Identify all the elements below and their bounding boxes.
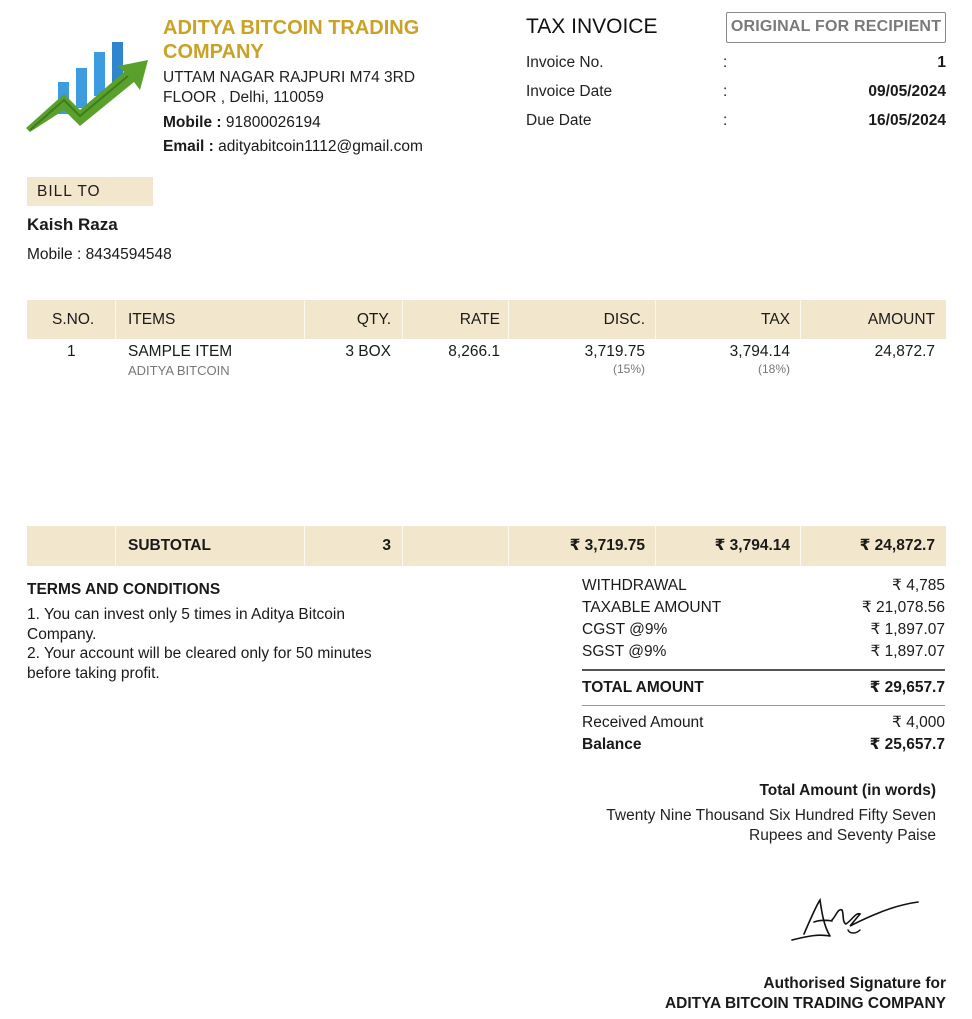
summary-value: ₹ 25,657.7 — [869, 736, 945, 753]
row-discount: 3,719.75 — [584, 343, 645, 360]
summary-label: WITHDRAWAL — [582, 577, 687, 594]
col-sno-header: S.NO. — [52, 311, 95, 328]
invoice-date-row — [526, 81, 946, 103]
summary-value: ₹ 21,078.56 — [861, 599, 945, 616]
summary-value: ₹ 4,000 — [892, 714, 945, 731]
table-row — [27, 342, 946, 402]
balance-row — [582, 734, 945, 756]
withdrawal-row — [582, 575, 945, 597]
bill-to-heading: BILL TO — [27, 177, 153, 206]
meta-separator: : — [723, 54, 728, 71]
taxable-amount-row — [582, 597, 945, 619]
company-email-value: adityabitcoin1112@gmail.com — [218, 138, 423, 155]
invoice-number-row — [526, 52, 946, 74]
summary-label: TAXABLE AMOUNT — [582, 599, 722, 616]
col-rate-header: RATE — [459, 311, 500, 328]
original-for-recipient-badge: ORIGINAL FOR RECIPIENT — [726, 12, 946, 43]
amount-in-words-title: Total Amount (in words) — [759, 782, 936, 799]
cgst-row — [582, 619, 945, 641]
row-item-name: SAMPLE ITEM — [128, 343, 233, 360]
company-logo-icon — [24, 38, 154, 134]
subtotal-tax: ₹ 3,794.14 — [714, 537, 790, 554]
meta-label: Invoice Date — [526, 83, 613, 100]
row-tax: 3,794.14 — [729, 343, 790, 360]
meta-value: 09/05/2024 — [868, 83, 946, 100]
items-table-header — [27, 300, 946, 339]
total-amount-row — [582, 677, 945, 699]
subtotal-qty: 3 — [382, 537, 391, 554]
col-disc-header: DISC. — [603, 311, 645, 328]
summary-label: SGST @9% — [582, 643, 667, 660]
meta-value: 16/05/2024 — [868, 112, 946, 129]
received-amount-row — [582, 712, 945, 734]
summary-divider — [582, 669, 945, 671]
summary-divider — [582, 705, 945, 706]
summary-value: ₹ 4,785 — [892, 577, 945, 594]
row-amount: 24,872.7 — [874, 343, 935, 360]
summary-value: ₹ 1,897.07 — [870, 643, 945, 660]
col-amount-header: AMOUNT — [867, 311, 935, 328]
invoice-title: TAX INVOICE — [526, 15, 658, 38]
company-email — [163, 137, 423, 157]
row-qty: 3 BOX — [345, 343, 391, 360]
company-name: ADITYA BITCOIN TRADING COMPANY — [163, 17, 420, 63]
customer-name: Kaish Raza — [27, 215, 118, 234]
subtotal-amount: ₹ 24,872.7 — [859, 537, 935, 554]
sgst-row — [582, 641, 945, 663]
summary-label: TOTAL AMOUNT — [582, 679, 704, 696]
signature-image — [786, 890, 926, 948]
company-email-label: Email : — [163, 138, 214, 155]
terms-item: 2. Your account will be cleared only for 50 minutes before taking profit. — [27, 645, 372, 682]
company-mobile-value: 91800026194 — [225, 114, 321, 131]
row-rate: 8,266.1 — [448, 343, 500, 360]
authorised-signature-label: Authorised Signature for — [763, 975, 946, 992]
terms-title: TERMS AND CONDITIONS — [27, 581, 221, 598]
company-mobile — [163, 113, 321, 133]
col-items-header: ITEMS — [128, 311, 176, 328]
customer-mobile — [27, 246, 172, 264]
col-tax-header: TAX — [761, 311, 790, 328]
meta-value: 1 — [937, 54, 946, 71]
terms-item: 1. You can invest only 5 times in Aditya Bitcoin Company. — [27, 606, 345, 643]
company-mobile-label: Mobile : — [163, 114, 222, 131]
col-qty-header: QTY. — [356, 311, 391, 328]
summary-label: CGST @9% — [582, 621, 668, 638]
customer-mobile-label: Mobile : — [27, 246, 82, 263]
subtotal-discount: ₹ 3,719.75 — [569, 537, 645, 554]
due-date-row — [526, 110, 946, 132]
meta-label: Invoice No. — [526, 54, 604, 71]
subtotal-row — [27, 526, 946, 566]
row-item-description: ADITYA BITCOIN — [128, 363, 230, 378]
amount-in-words: Twenty Nine Thousand Six Hundred Fifty Seven Rupees and Seventy Paise — [606, 807, 936, 844]
summary-label: Received Amount — [582, 714, 704, 731]
meta-separator: : — [723, 112, 728, 129]
summary-label: Balance — [582, 736, 642, 753]
subtotal-label: SUBTOTAL — [128, 537, 211, 554]
summary-value: ₹ 1,897.07 — [870, 621, 945, 638]
row-discount-percent: (15%) — [612, 362, 645, 376]
row-tax-percent: (18%) — [757, 362, 790, 376]
customer-mobile-value: 8434594548 — [85, 246, 172, 263]
signature-company-name: ADITYA BITCOIN TRADING COMPANY — [664, 995, 946, 1012]
meta-separator: : — [723, 83, 728, 100]
company-address: UTTAM NAGAR RAJPURI M74 3RD FLOOR , Delhi, 110059 — [163, 69, 416, 106]
row-sno: 1 — [67, 343, 76, 360]
meta-label: Due Date — [526, 112, 592, 129]
summary-value: ₹ 29,657.7 — [869, 679, 945, 696]
